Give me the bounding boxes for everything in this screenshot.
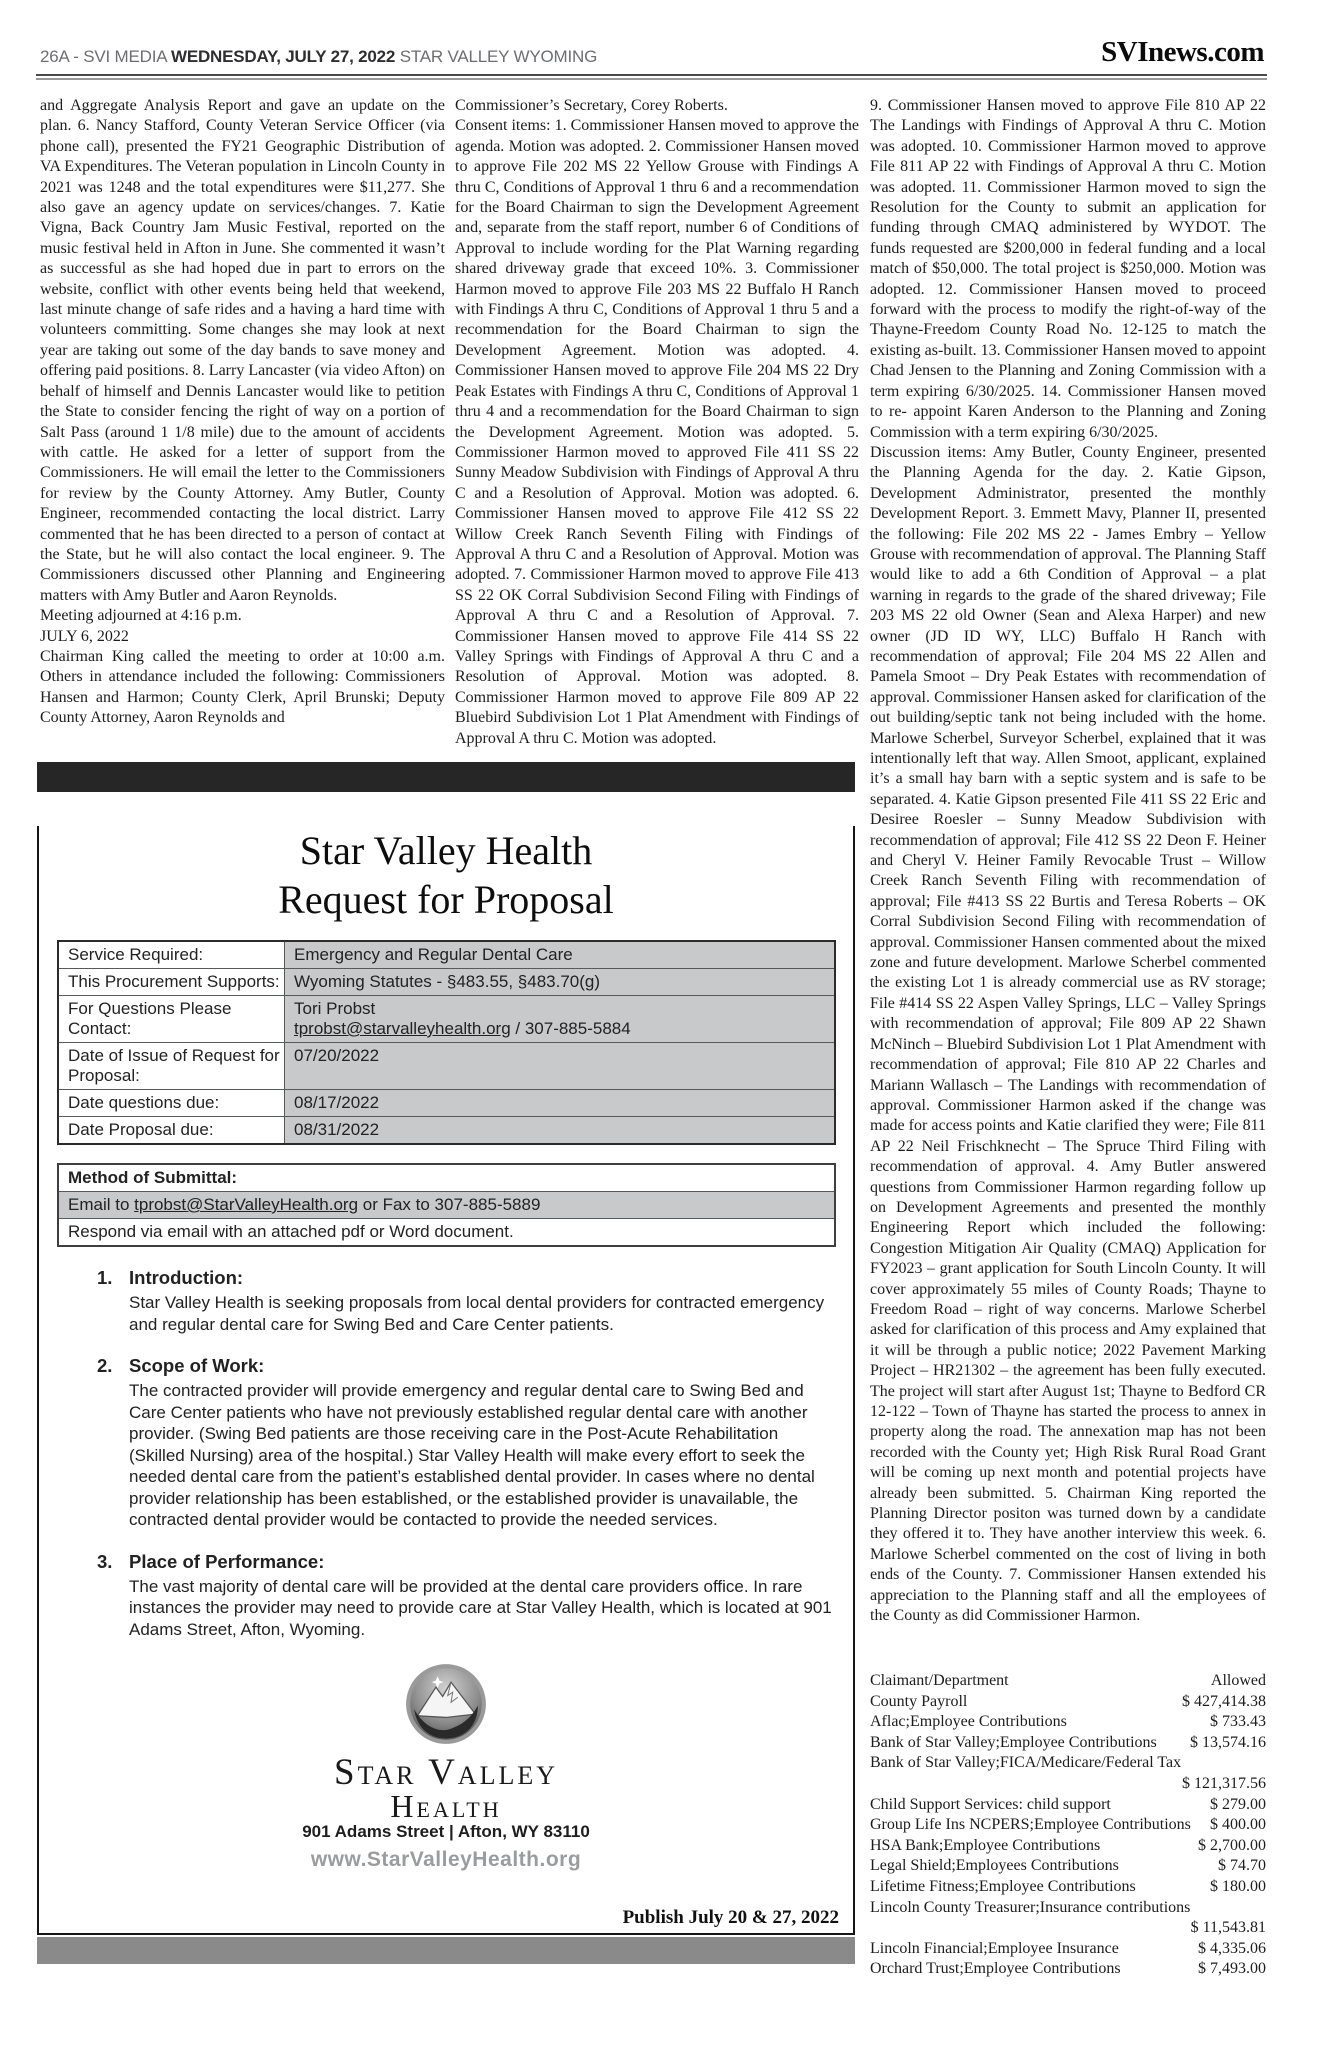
article-column-3 xyxy=(870,96,1266,1980)
claims-row xyxy=(870,1733,1266,1754)
section-place-of-performance xyxy=(97,1551,833,1641)
claimant-amount: $ 4,335.06 xyxy=(1198,1939,1266,1957)
claimant-amount: $ 7,493.00 xyxy=(1198,1960,1266,1978)
table-label: For Questions Please Contact: xyxy=(59,996,285,1042)
ad-bottom-bar xyxy=(37,1937,855,1964)
section-introduction xyxy=(97,1267,833,1335)
claimant-name: Aflac;Employee Contributions xyxy=(870,1713,1067,1731)
claimant-name: Bank of Star Valley;Employee Contributions xyxy=(870,1733,1157,1751)
claims-row xyxy=(870,1959,1266,1980)
rfp-details-table xyxy=(57,940,836,1145)
submittal-email-line xyxy=(59,1192,834,1219)
logo-name-line1: Star Valley xyxy=(334,1752,558,1793)
article-paragraph: Discussion items: Amy Butler, County Engineer, presented the Planning Agenda for the day. 2. Katie Gipson, Development Administrator, presented the monthly Development Report. 3. Emmett Mavy, Planner II, presented the following: File 202 MS 22 - James Embry – Yellow Grouse with recommendation of approval. The Planning Staff would like to add a 6th Condition of Approval – a plat warning in regards to the grade of the shared driveway; File 203 MS 22 old Owner (Sean and Alexa Harper) and new owner (JD ID WY, LLC) Buffalo H Ranch with recommendation of approval; File 204 MS 22 Allen and Pamela Smoot – Dry Peak Estates with recommendation of approval. Commissioner Hansen asked for clarification of the out building/septic tank not being included with the home. Marlowe Scherbel, Surveyor Scherbel, explained that it was intentionally left that way. Allen Smoot, applicant, explained it’s a small hay barn with a septic system and is safe to be separated. 4. Katie Gipson presented File 411 SS 22 Eric and Desiree Roesler – Sunny Meadow Subdivision with recommendation of approval; File 412 SS 22 Deon F. Heiner and Cheryl V. Heiner Family Revocable Trust – Willow Creek Ranch Seventh Filing with recommendation of approval; File #413 SS 22 Burtis and Teresa Roberts – OK Corral Subdivision Second Filing with recommendation of approval. Commissioner Hansen commented about the mixed zone and future development. Marlowe Scherbel commented the existing Lot 1 is already commercial use as RV storage; File #414 SS 22 Aspen Valley Springs, LLC – Valley Springs with recommendation of approval; File 809 AP 22 Shawn McNinch – Bluebird Subdivision Lot 1 Plat Amendment with recommendation of approval; File 810 AP 22 Charles and Mariann Wallasch – The Landings with recommendation of approval. Commissioner Harmon asked if the change was made for access points and Katie clarified they were; File 811 AP 22 Neil Frischknecht – The Spruce Third Filing with recommendation of approval. 4. Amy Butler answered questions from Commissioner Harmon regarding follow up on Development Agreements and presented the monthly Engineering Report which included the following: Congestion Mitigation Air Quality (CMAQ) Application for FY2023 – grant application for South Lincoln County. It will cover approximately 55 miles of County Roads; Thayne to Freedom Road – right of way concerns. Marlowe Scherbel asked for clarification of this process and Amy explained that it will be through a public notice; 2022 Pavement Marking Project – HR21302 – the agreement has been fully executed. The project will start after August 1st; Thayne to Bedford CR 12-122 – Town of Thayne has started the process to annex in property along the road. The annexation map has not been recorded with the County yet; High Risk Rural Road Grant will be coming up next month and potential projects have already been submitted. 5. Chairman King reported the Planning Director positon was turned down by a candidate they offered it to. They have another interview this week. 6. Marlowe Scherbel commented on the cost of living in both ends of the County. 7. Commissioner Hansen extended his appreciation to the Planning staff and all the employees of the County as did Commissioner Harmon. xyxy=(870,443,1266,1625)
header-divider-rule xyxy=(36,74,1267,80)
claims-header-amount: Allowed xyxy=(1210,1672,1266,1690)
contact-name: Tori Probst xyxy=(294,999,376,1018)
section-number: 2. xyxy=(97,1355,113,1376)
claimant-amount: $ 11,543.81 xyxy=(1190,1919,1266,1937)
table-row xyxy=(59,969,834,996)
section-body: Star Valley Health is seeking proposals from local dental providers for contracted emergency and regular dental care for Swing Bed and Care Center patients. xyxy=(129,1293,825,1334)
section-number: 3. xyxy=(97,1550,113,1572)
article-paragraph: and Aggregate Analysis Report and gave an update on the plan. 6. Nancy Stafford, County Veteran Service Officer (via phone call), presented the FY21 Geographic Distribution of VA Expenditures. The Veteran population in Lincoln County in 2021 was 1248 and the total expenditures were $11,277. She also gave an agency update on services/changes. 7. Katie Vigna, Back Country Jam Music Festival, reported on the music festival held in Afton in June. She commented it wasn’t as successful as she had hoped due in part to errors on the website, conflict with other events being held that weekend, last minute change of safe rides and a having a hard time with volunteers committing. Some changes she may look at next year are taking out some of the day bands to save money and offering paid positions. 8. Larry Lancaster (via video Afton) on behalf of himself and Dennis Lancaster would like to petition the State to consider fencing the right of way on a portion of Salt Pass (around 1 1/8 mile) due to the amount of accidents with cattle. He asked for a letter of support from the Commissioners. He will email the letter to the Commissioners for review by the County Attorney. Amy Butler, County Engineer, recommended contacting the local district. Larry commented that he has been directed to a person of contact at the State, but he will also contact the local engineer. 9. The Commissioners discussed other Planning and Engineering matters with Amy Butler and Aaron Reynolds. xyxy=(40,97,445,604)
submittal-email-suffix: or Fax to 307-885-5889 xyxy=(358,1195,541,1214)
table-row xyxy=(59,996,834,1043)
claims-row xyxy=(870,1877,1266,1898)
claimant-name: Lincoln Financial;Employee Insurance xyxy=(870,1939,1119,1957)
table-row xyxy=(59,1043,834,1090)
claimant-name: Lifetime Fitness;Employee Contributions xyxy=(870,1878,1136,1896)
contact-line xyxy=(294,1019,825,1039)
claims-row xyxy=(870,1712,1266,1733)
article-paragraph: JULY 6, 2022 xyxy=(40,627,129,645)
table-label: Date questions due: xyxy=(59,1090,285,1116)
section-heading: Scope of Work: xyxy=(129,1355,265,1376)
claimant-amount: $ 121,317.56 xyxy=(1182,1775,1266,1793)
section-number: 1. xyxy=(97,1267,113,1288)
article-paragraph: 9. Commissioner Hansen moved to approve File 810 AP 22 The Landings with Findings of Approval A thru C. Motion was adopted. 10. Commissioner Harmon moved to approve File 811 AP 22 with Findings of Approval A thru C. Motion was adopted. 11. Commissioner Harmon moved to sign the Resolution for the County to submit an application for funding through CMAQ administered by WYDOT. The funds requested are $200,000 in federal funding and a local match of $50,000. The total project is $250,000. Motion was adopted. 12. Commissioner Hansen moved to proceed forward with the process to modify the right-of-way of the Thayne-Freedom County Road No. 12-125 to match the existing as-built. 13. Commissioner Hansen moved to appoint Chad Jensen to the Planning and Zoning Commission with a term expiring 6/30/2025. 14. Commissioner Hansen moved to re- appoint Karen Anderson to the Planning and Zoning Commission with a term expiring 6/30/2025. xyxy=(870,97,1266,441)
claims-header-row xyxy=(870,1671,1266,1692)
method-of-submittal-box xyxy=(57,1163,836,1247)
table-label: Date Proposal due: xyxy=(59,1117,285,1143)
logo-name-line2: Health xyxy=(390,1788,502,1824)
section-heading: Introduction: xyxy=(129,1267,244,1288)
table-value-contact xyxy=(285,996,834,1042)
claims-row xyxy=(870,1753,1266,1774)
claims-row xyxy=(870,1939,1266,1960)
submittal-note: Respond via email with an attached pdf or Word document. xyxy=(59,1219,834,1245)
ad-content-box xyxy=(37,826,855,1935)
masthead xyxy=(40,47,597,67)
table-label: This Procurement Supports: xyxy=(59,969,285,995)
claimant-amount: $ 74.70 xyxy=(1218,1857,1266,1875)
claims-header-name: Claimant/Department xyxy=(870,1672,1009,1690)
mountain-star-hand-icon xyxy=(404,1662,488,1746)
submittal-heading: Method of Submittal: xyxy=(59,1165,834,1192)
claimant-name: County Payroll xyxy=(870,1692,968,1710)
claimant-name: Group Life Ins NCPERS;Employee Contributions xyxy=(870,1816,1191,1834)
publish-date-line: Publish July 20 & 27, 2022 xyxy=(622,1907,839,1928)
article-column-1 xyxy=(40,96,445,762)
claims-row xyxy=(870,1692,1266,1713)
claimant-name: Child Support Services: child support xyxy=(870,1795,1111,1813)
claimant-name: Orchard Trust;Employee Contributions xyxy=(870,1960,1121,1978)
contact-phone: / 307-885-5884 xyxy=(510,1019,631,1038)
ad-title xyxy=(39,826,853,924)
masthead-edition: 26A - SVI MEDIA xyxy=(40,47,171,66)
submittal-email-prefix: Email to xyxy=(68,1195,135,1214)
article-paragraph: Meeting adjourned at 4:16 p.m. xyxy=(40,607,242,625)
claims-row xyxy=(870,1918,1266,1939)
table-value: 08/31/2022 xyxy=(285,1117,834,1143)
claimant-amount: $ 180.00 xyxy=(1210,1878,1266,1896)
claimant-amount: $ 13,574.16 xyxy=(1190,1733,1266,1751)
claimant-amount: $ 2,700.00 xyxy=(1198,1836,1266,1854)
legal-notice-ad xyxy=(37,762,855,1964)
section-heading: Place of Performance: xyxy=(129,1550,325,1572)
ad-top-bar xyxy=(37,762,855,792)
section-scope-of-work xyxy=(97,1355,833,1531)
claimant-amount: $ 400.00 xyxy=(1210,1816,1266,1834)
claims-list xyxy=(870,1671,1266,1980)
table-value: Wyoming Statutes - §483.55, §483.70(g) xyxy=(285,969,834,995)
table-value: Emergency and Regular Dental Care xyxy=(285,942,834,968)
claims-row xyxy=(870,1836,1266,1857)
claimant-amount: $ 733.43 xyxy=(1210,1713,1266,1731)
table-label: Date of Issue of Request for Proposal: xyxy=(59,1043,285,1089)
article-paragraph: Commissioner’s Secretary, Corey Roberts. xyxy=(455,97,728,114)
claimant-name: Lincoln County Treasurer;Insurance contributions xyxy=(870,1898,1191,1916)
claimant-amount: $ 427,414.38 xyxy=(1182,1692,1266,1710)
claims-row xyxy=(870,1795,1266,1816)
article-paragraph: Chairman King called the meeting to order at 10:00 a.m. Others in attendance included the following: Commissioners Hansen and Harmon; County Clerk, April Brunski; Deputy County Attorney, Aaron Reynolds and xyxy=(40,647,445,727)
ad-title-line1: Star Valley Health xyxy=(299,828,593,873)
table-label: Service Required: xyxy=(59,942,285,968)
table-row xyxy=(59,942,834,969)
ad-title-line2: Request for Proposal xyxy=(278,877,614,922)
claimant-name: Legal Shield;Employees Contributions xyxy=(870,1857,1119,1875)
claims-row xyxy=(870,1815,1266,1836)
submittal-email-link: tprobst@StarValleyHealth.org xyxy=(134,1195,359,1214)
section-body: The contracted provider will provide emergency and regular dental care to Swing Bed and Care Center patients who have not previously established regular dental care with another provider. (Swing Bed patients are those receiving care in the Post-Acute Rehabilitation (Skilled Nursing) area of the hospital.) Star Valley Health will make every effort to seek the needed dental care from the patient’s established dental provider. In cases where no dental provider relationship has been established, or the established provider is unavailable, the contracted dental provider would be contacted to provide the needed services. xyxy=(129,1381,815,1529)
claims-row xyxy=(870,1774,1266,1795)
contact-email-link: tprobst@starvalleyhealth.org xyxy=(294,1019,511,1038)
section-body: The vast majority of dental care will be provided at the dental care providers office. In rare instances the provider may need to provide care at Star Valley Health, which is located at 901 Adams Street, Afton, Wyoming. xyxy=(129,1576,832,1639)
table-row xyxy=(59,1090,834,1117)
masthead-date: WEDNESDAY, JULY 27, 2022 xyxy=(170,47,396,66)
star-valley-health-logo xyxy=(39,1662,853,1872)
masthead-site-url: SVInews.com xyxy=(1101,36,1264,68)
table-value: 08/17/2022 xyxy=(285,1090,834,1116)
logo-website: www.StarValleyHealth.org xyxy=(310,1848,582,1871)
claimant-name: Bank of Star Valley;FICA/Medicare/Federal Tax xyxy=(870,1754,1182,1772)
table-row xyxy=(59,1117,834,1143)
table-value: 07/20/2022 xyxy=(285,1043,834,1089)
claims-row xyxy=(870,1856,1266,1877)
logo-address: 901 Adams Street | Afton, WY 83110 xyxy=(302,1822,590,1841)
article-column-2 xyxy=(455,96,859,762)
claimant-name: HSA Bank;Employee Contributions xyxy=(870,1836,1101,1854)
claims-row xyxy=(870,1898,1266,1919)
claimant-amount: $ 279.00 xyxy=(1210,1795,1266,1813)
article-paragraph: Consent items: 1. Commissioner Hansen moved to approve the agenda. Motion was adopted. 2. Commissioner Hansen moved to approve File 202 MS 22 Yellow Grouse with Findings A thru C, Conditions of Approval 1 thru 6 and a recommendation for the Board Chairman to sign the Development Agreement and, separate from the staff report, number 6 of Conditions of Approval to include wording for the Plat Warning regarding shared driveway grade that exceed 10%. 3. Commissioner Harmon moved to approve File 203 MS 22 Buffalo H Ranch with Findings A thru C, Conditions of Approval 1 thru 5 and a recommendation for the Board Chairman to sign the Development Agreement. Motion was adopted. 4. Commissioner Hansen moved to approve File 204 MS 22 Dry Peak Estates with Findings A thru C, Conditions of Approval 1 thru 4 and a recommendation for the Board Chairman to sign the Development Agreement. Motion was adopted. 5. Commissioner Harmon moved to approved File 411 SS 22 Sunny Meadow Subdivision with Findings of Approval A thru C and a Resolution of Approval. Motion was adopted. 6. Commissioner Hansen moved to approve File 412 SS 22 Willow Creek Ranch Seventh Filing with Findings of Approval A thru C and a Resolution of Approval. Motion was adopted. 7. Commissioner Harmon moved to approve File 413 SS 22 OK Corral Subdivision Second Filing with Findings of Approval A thru C and a Resolution of Approval. 7. Commissioner Hansen moved to approve File 414 SS 22 Valley Springs with Findings of Approval A thru C and a Resolution of Approval. Motion was adopted. 8. Commissioner Harmon moved to approve File 809 AP 22 Bluebird Subdivision Lot 1 Plat Amendment with Findings of Approval A thru C. Motion was adopted. xyxy=(455,117,859,747)
masthead-region: STAR VALLEY WYOMING xyxy=(395,47,598,66)
